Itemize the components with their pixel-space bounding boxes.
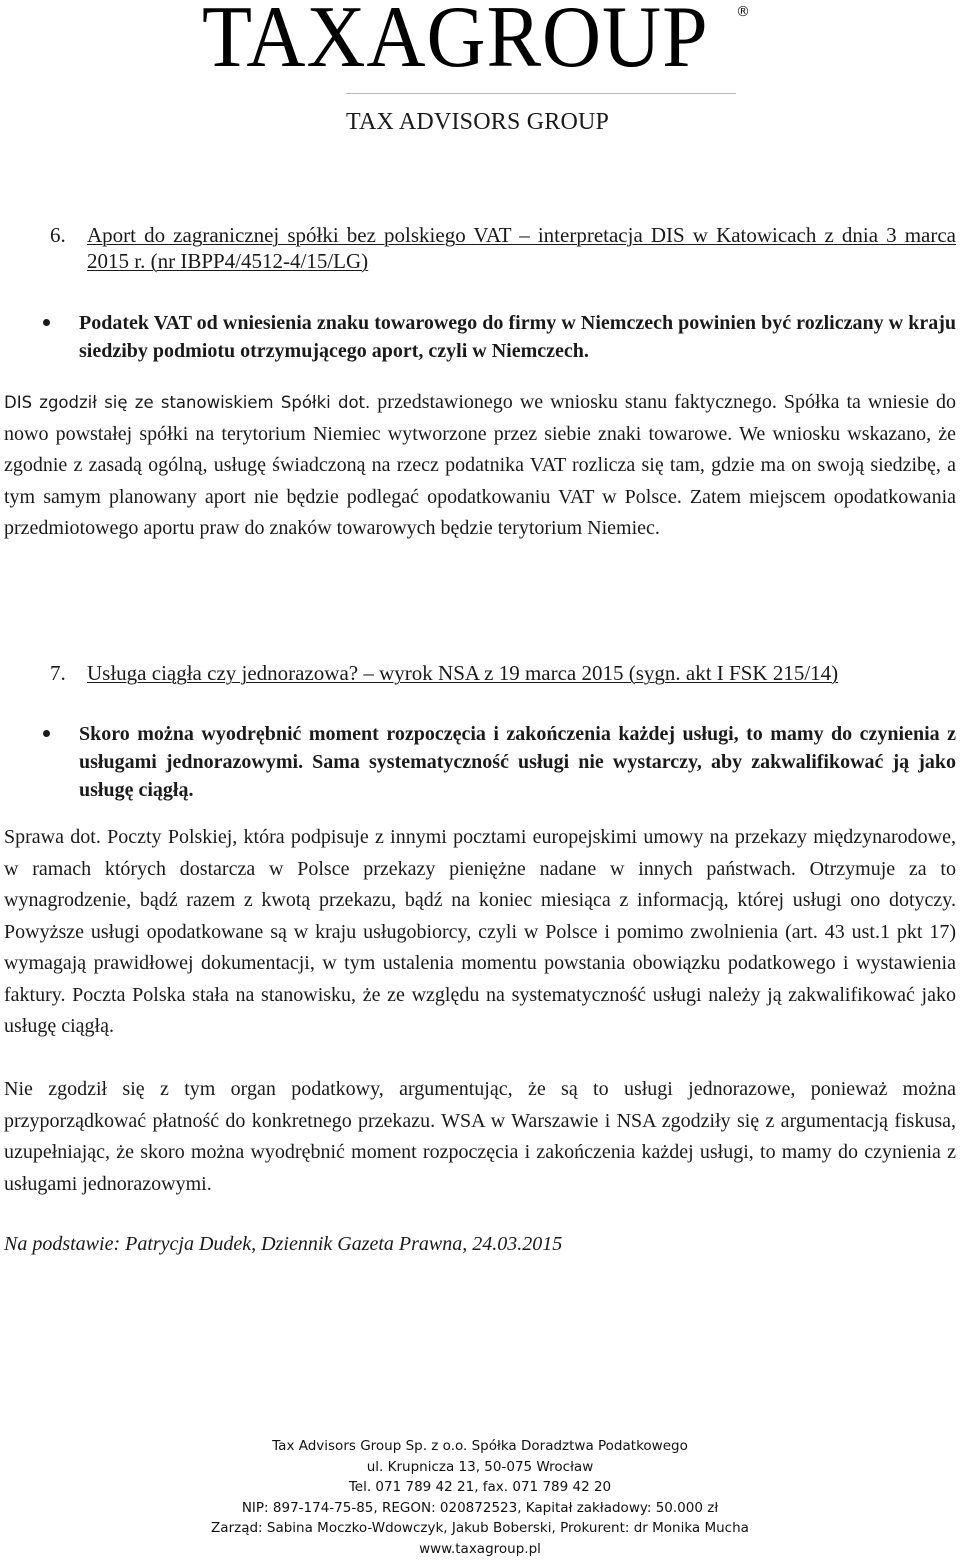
footer-management: Zarząd: Sabina Moczko-Wdowczyk, Jakub Boberski, Prokurent: dr Monika Mucha: [211, 1520, 749, 1537]
section-7-number: 7.: [50, 661, 66, 685]
company-footer: [0, 1436, 960, 1560]
section-7-heading: [50, 660, 956, 686]
section-6-number: 6.: [50, 223, 66, 247]
company-logo: [0, 0, 960, 140]
section-6-paragraph: [4, 387, 956, 545]
bullet-icon: [43, 319, 50, 326]
section-7-title-link[interactable]: Usługa ciągła czy jednorazowa? – wyrok NSA z 19 marca 2015 (sygn. akt I FSK 215/14): [87, 661, 839, 685]
bullet-icon: [43, 730, 50, 737]
logo-wordmark: TAXAGROUP: [202, 0, 709, 86]
logo-tagline: TAX ADVISORS GROUP: [346, 109, 610, 135]
section-6-bullet: [40, 309, 956, 365]
section-7-paragraph-2: Nie zgodził się z tym organ podatkowy, argumentując, że są to usługi jednorazowe, ponieważ można przyporządkować płatność do konkretnego przekazu. WSA w Warszawie i NSA zgodziły się z argumentacją fiskusa, uzupełniając, że skoro można wyodrębnić moment rozpoczęcia i zakończenia każdej usługi, to mamy do czynienia z usługami jednorazowymi.: [4, 1078, 956, 1195]
section-7-paragraph-1: Sprawa dot. Poczty Polskiej, która podpisuje z innymi pocztami europejskimi umowy na przekazy międzynarodowe, w ramach których dostarcza w Polsce przekazy pieniężne nadane w innych państwach. Otrzymuje za to wynagrodzenie, bądź razem z kwotą przekazu, bądź na koniec miesiąca z informacją, której usługi ono dotyczy. Powyższe usługi opodatkowane są w kraju usługobiorcy, czyli w Polsce i pomimo zwolnienia (art. 43 ust.1 pkt 17) wymagają prawidłowej dokumentacji, w tym ustalenia momentu powstania obowiązku podatkowego i wystawienia faktury. Poczta Polska stała na stanowisku, że ze względu na systematyczność usługi należy ją zakwalifikować jako usługę ciągłą.: [4, 826, 956, 1037]
footer-company-name: Tax Advisors Group Sp. z o.o. Spółka Doradztwa Podatkowego: [272, 1438, 688, 1454]
section-6-paragraph-lead: DIS zgodził się ze stanowiskiem Spółki dot.: [4, 393, 371, 412]
footer-phone: Tel. 071 789 42 21, fax. 071 789 42 20: [348, 1479, 612, 1496]
section-6-paragraph-body: przedstawionego we wniosku stanu faktycznego. Spółka ta wniesie do nowo powstałej spółki na terytorium Niemiec wytworzone przez siebie znaki towarowe. We wniosku wskazano, że zgodnie z zasadą ogólną, usługę świadczoną na rzecz podatnika VAT rozlicza się tam, gdzie ma on swoją siedzibę, a tym samym planowany aport nie będzie podlegać opodatkowaniu VAT w Polsce. Zatem miejscem opodatkowania przedmiotowego aportu praw do znaków towarowych będzie terytorium Niemiec.: [4, 391, 957, 539]
footer-website-link[interactable]: www.taxagroup.pl: [419, 1540, 541, 1557]
footer-address: ul. Krupnicza 13, 50-075 Wrocław: [366, 1458, 594, 1475]
section-6-title-link[interactable]: Aport do zagranicznej spółki bez polskiego VAT – interpretacja DIS w Katowicach z dnia 3 marca 2015 r. (nr IBPP4/4512-4/15/LG): [87, 223, 956, 273]
footer-registration: NIP: 897-174-75-85, REGON: 020872523, Kapitał zakładowy: 50.000 zł: [241, 1499, 719, 1516]
section-7-bullet: [40, 720, 956, 804]
source-citation: Na podstawie: Patrycja Dudek, Dziennik Gazeta Prawna, 24.03.2015: [4, 1233, 563, 1255]
logo-divider: [346, 93, 736, 94]
registered-mark: ®: [736, 4, 750, 20]
section-6-heading: [50, 222, 956, 274]
section-7-bullet-text: Skoro można wyodrębnić moment rozpoczęcia i zakończenia każdej usługi, to mamy do czynienia z usługami jednorazowymi. Sama systematyczność usługi nie wystarczy, aby zakwalifikować ją jako usługę ciągłą.: [79, 723, 956, 801]
section-6-bullet-text: Podatek VAT od wniesienia znaku towarowego do firmy w Niemczech powinien być rozliczany w kraju siedziby podmiotu otrzymującego aport, czyli w Niemczech.: [79, 312, 956, 362]
